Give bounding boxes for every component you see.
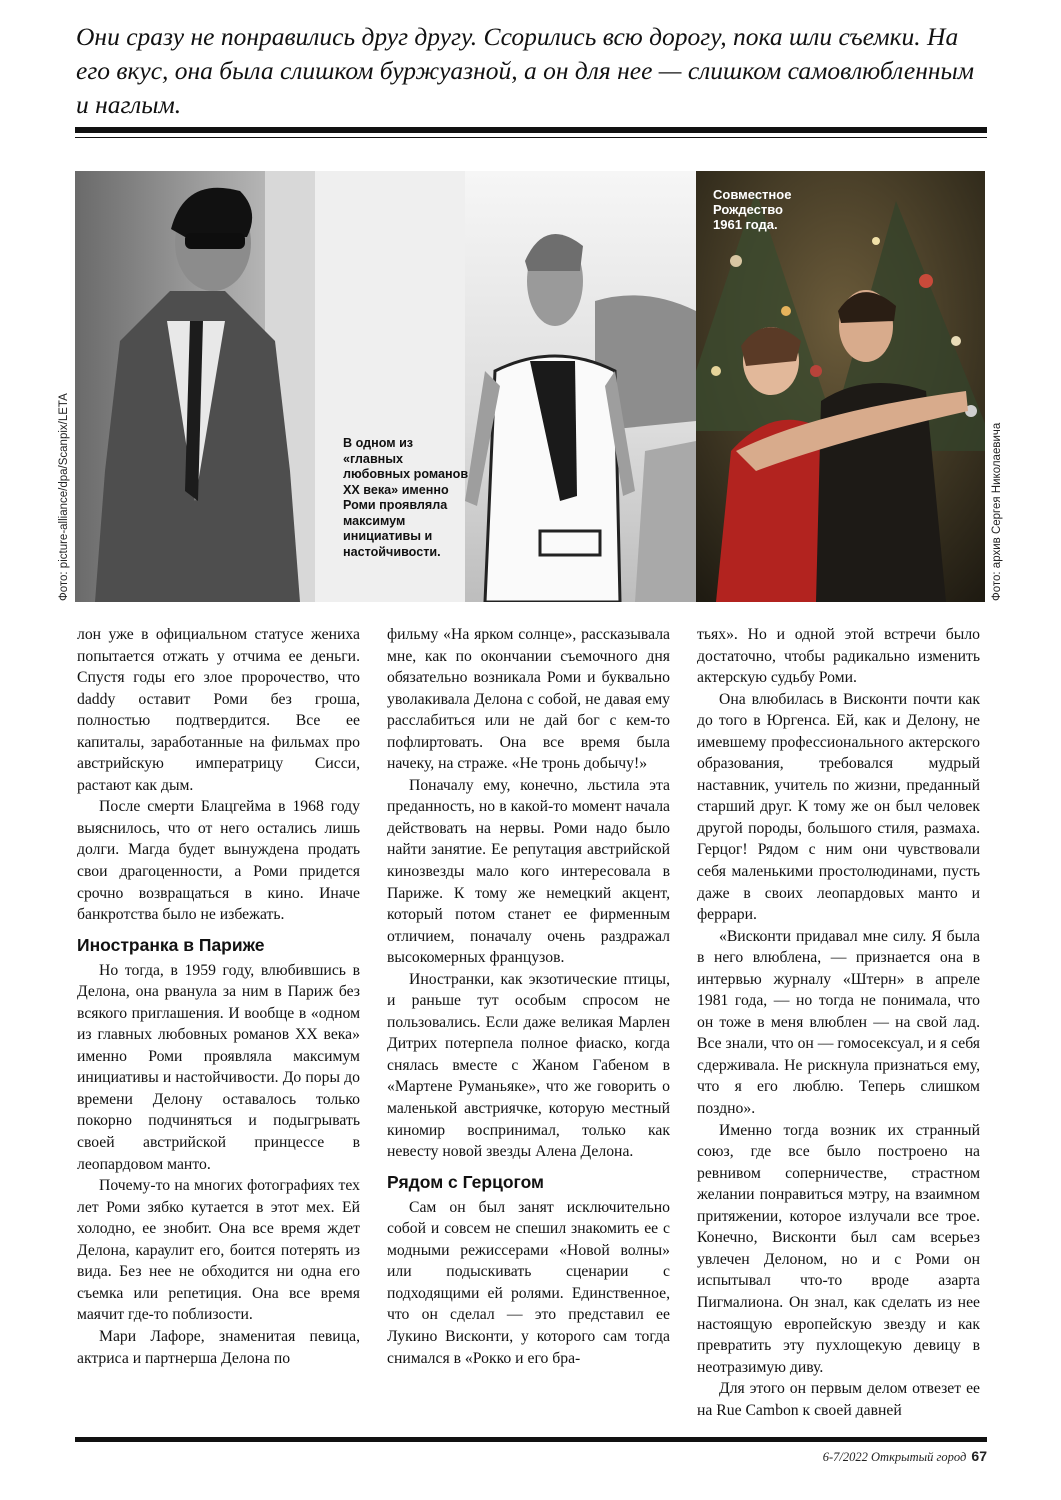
paragraph: Сам он был занят исключительно собой и совсем не спешил знакомить ее с модными режиссерами «Новой волны» или подыскивать сценарии с подходящими ей ролями. Единственное, что он сделал — это представил ее Лукино Висконти, у которого сам тогда снимался в «Рокко и его бра- <box>387 1198 670 1367</box>
paragraph: Но тогда, в 1959 году, влюбившись в Делона, она рванула за ним в Париж без всякого приглашения. И вообще в «одном из главных любовных романов XX века» именно Роми проявляла максимум инициативы и настойчивости. До поры до времени Делону оставалось только покорно подчиняться и подыгрывать своей австрийской принцессе в леопардовом манто. <box>77 961 360 1173</box>
page-footer <box>823 1448 987 1465</box>
page-number: 67 <box>971 1448 987 1464</box>
paragraph: После смерти Блацгейма в 1968 году выяснилось, что от него остались лишь долги. Магда будет вынуждена продать свои драгоценности, а Роми придется срочно возвращаться в кино. Иначе банкротства было не избежать. <box>77 798 360 924</box>
paragraph: тьях». Но и одной этой встречи было достаточно, чтобы радикально изменить актерскую судьбу Роми. <box>697 626 980 687</box>
bottom-rule <box>75 1437 987 1442</box>
paragraph: Она влюбилась в Висконти почти как до того в Юргенса. Ей, как и Делону, не имевшему профессионального актерского образования, требовался мудрый наставник, учитель по жизни, преданный старший друг. К тому же он был человек другой породы, большого стиля, размаха. Герцог! Рядом с ним они чувствовали себя маленькими простолюдинами, пусть даже в своих леопардовых манто и феррари. <box>697 690 980 924</box>
paragraph: Поначалу ему, конечно, льстила эта преданность, но в какой-то момент начала действовать на нервы. Роми надо было найти занятие. Ее репутация австрийской кинозвезды мало кого интересовала в Париже. К тому же немецкий акцент, который потом станет ее фирменным отличием, поначалу очень раздражал высокомерных французов. <box>387 776 670 967</box>
photo-christmas <box>696 171 985 602</box>
paragraph: лон уже в официальном статусе жениха попытается отжать у отчима ее деньги. Спустя годы его злое пророчество, что daddy оставит Роми без гроша, полностью подтвердится. Все ее капиталы, заработанные на фильмах про австрийскую императрицу Сисси, растают как дым. <box>77 626 360 794</box>
issue-label: 6-7/2022 Открытый город <box>822 1450 967 1464</box>
top-rule-thin <box>75 137 987 138</box>
paragraph: Именно тогда возник их странный союз, где все было построено на ревнивом соперничестве, страстном желании понравиться мэтру, на взаимном притяжении, которое излучали все трое. Конечно, Висконти был сам всерьез увлечен Делоном, но и с Роми он испытывал что-то вроде азарта Пигмалиона. Он знал, как сделать из нее настоящую европейскую звезду и как превратить эту пухлощекую девицу в неотразимую диву. <box>697 1121 980 1376</box>
text-column-1 <box>77 624 360 1369</box>
top-rule <box>75 127 987 133</box>
paragraph: фильму «На ярком солнце», рассказывала мне, как по окончании съемочного дня обязательно возникала Роми и буквально уволакивала Делона с собой, не давая ему расслабиться или не дай бог с кем-то пофлиртовать. Она все время была начеку, на страже. «Не тронь добычу!» <box>387 626 670 773</box>
paragraph: Мари Лафоре, знаменитая певица, актриса и партнерша Делона по <box>77 1327 360 1367</box>
paragraph: Почему-то на многих фотографиях тех лет Роми зябко кутается в этот мех. Ей холодно, ее знобит. Она все время ждет Делона, караулит его, боится потерять из вида. Без нее не обходится ни одна его съемка или репетиция. Она все время маячит где-то поблизости. <box>77 1177 360 1324</box>
photo-caption-christmas: Совместное Рождество 1961 года. <box>713 187 792 232</box>
photo-credit-left: Фото: picture-alliance/dpa/Scanpix/LETA <box>58 393 70 601</box>
photo-credit-right: Фото: архив Сергея Николаевича <box>991 422 1003 601</box>
photo-caption: В одном из «главных любовных романов XX века» именно Роми проявляла максимум инициативы и настойчивости. <box>343 436 469 559</box>
photo-delon <box>75 171 315 602</box>
paragraph: Для этого он первым делом отвезет ее на Rue Cambon к своей давней <box>697 1380 980 1419</box>
text-column-2 <box>387 624 670 1369</box>
section-heading: Иностранка в Париже <box>77 934 265 955</box>
pull-quote: Они сразу не понравились друг другу. Ссорились всю дорогу, пока шли съемки. На его вкус, она была слишком буржуазной, а он для нее — слишком самовлюбленным и наглым. <box>76 22 975 119</box>
paragraph: Иностранки, как экзотические птицы, и раньше тут особым спросом не пользовались. Если даже великая Марлен Дитрих потерпела полное фиаско, когда снялась вместе с Жаном Габеном в «Мартене Руманьяке», что же говорить о маленькой австриячке, которую местный киномир воспринимал, только как невесту новой звезды Алена Делона. <box>387 970 670 1161</box>
section-heading: Рядом с Герцогом <box>387 1171 544 1192</box>
text-column-3 <box>697 624 980 1421</box>
paragraph: «Висконти придавал мне силу. Я была в него влюблена, — признается она в интервью журналу «Штерн» в апреле 1981 года, — но тогда не понимала, что он тоже в меня влюблен — на свой лад. Все знали, что он — гомосексуал, и я себя сдерживала. Не рискнула признаться ему, что я его люблю. Теперь слишком поздно». <box>697 927 980 1118</box>
